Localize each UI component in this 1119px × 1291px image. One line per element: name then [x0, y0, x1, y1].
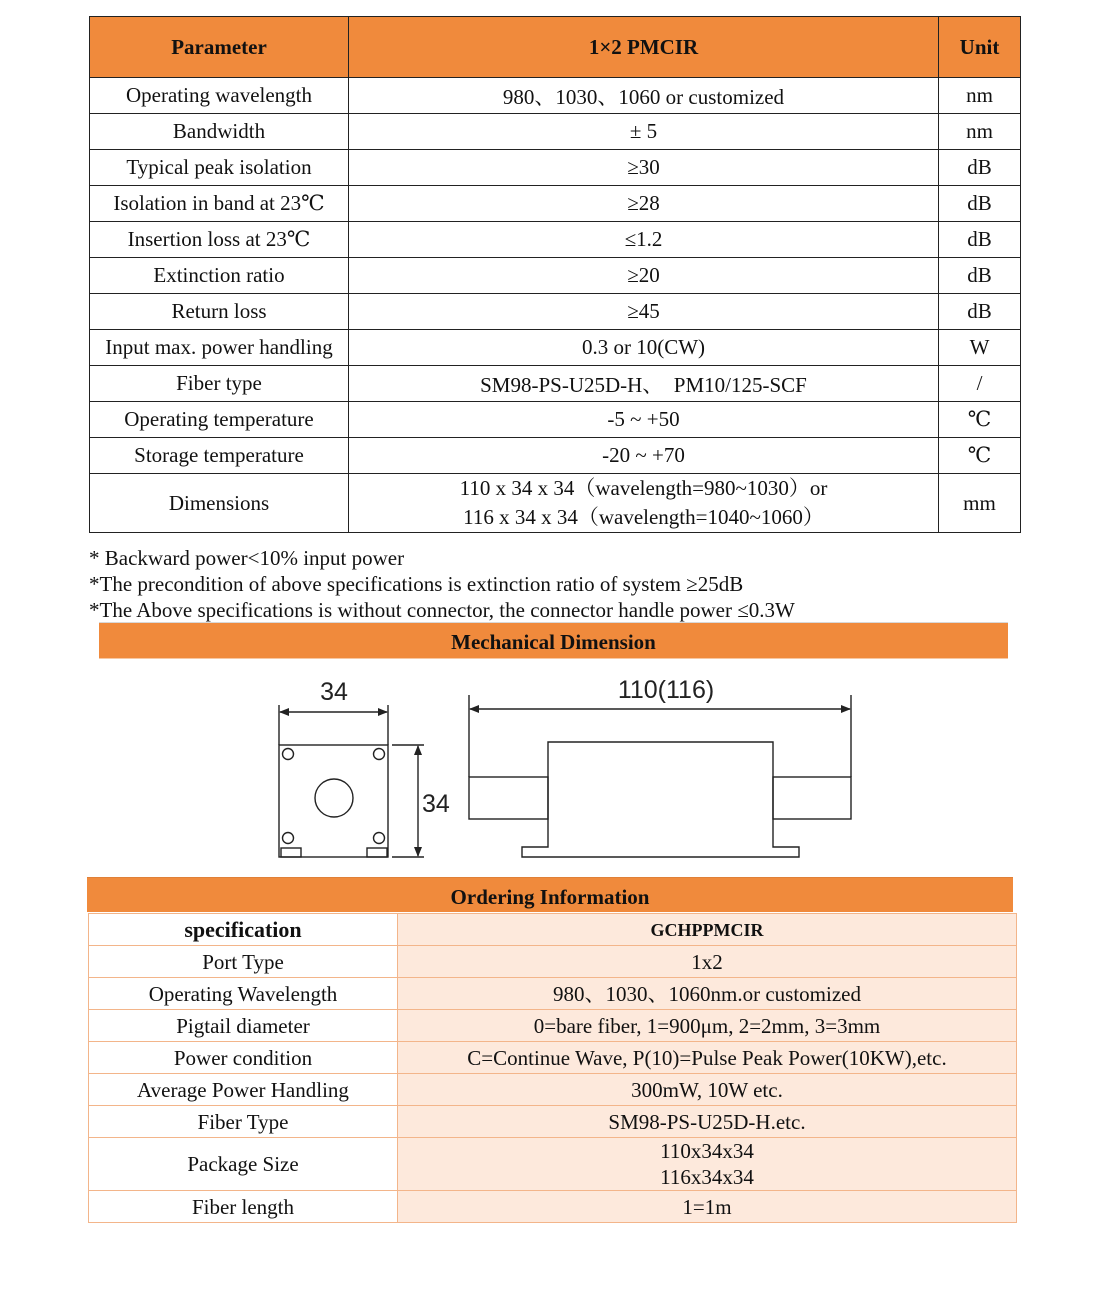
spec-row: [90, 114, 1021, 150]
spec-header-row: [90, 17, 1021, 78]
spec-table: [89, 16, 1021, 533]
ordering-table: [88, 913, 1017, 1223]
spec-value-dimensions: [349, 474, 939, 533]
spec-value: ± 5: [349, 114, 939, 150]
spec-value: SM98-PS-U25D-H、 PM10/125-SCF: [349, 366, 939, 402]
spec-value: 980、1030、1060 or customized: [349, 78, 939, 114]
spec-parameter: Operating wavelength: [90, 78, 349, 114]
package-size-line-2: 116x34x34: [660, 1165, 754, 1189]
ordering-row: [89, 978, 1017, 1010]
mount-hole: [374, 833, 385, 844]
spec-value: 0.3 or 10(CW): [349, 330, 939, 366]
spec-row: [90, 258, 1021, 294]
ordering-value-package: [398, 1138, 1017, 1191]
dimensions-line-1: 110 x 34 x 34（wavelength=980~1030）or: [459, 476, 828, 500]
spec-row: [90, 294, 1021, 330]
ordering-row: [89, 946, 1017, 978]
spec-unit: ℃: [939, 402, 1021, 438]
dimensions-line-2: 116 x 34 x 34（wavelength=1040~1060）: [463, 505, 824, 529]
package-size-line-1: 110x34x34: [660, 1139, 754, 1163]
spec-parameter: Input max. power handling: [90, 330, 349, 366]
spec-unit: nm: [939, 78, 1021, 114]
fiber-boot-right: [773, 777, 851, 819]
mount-foot: [281, 848, 301, 857]
fiber-port-circle: [315, 779, 353, 817]
ordering-value: 1x2: [398, 946, 1017, 978]
mechanical-dimension-title: Mechanical Dimension: [99, 622, 1008, 659]
ordering-row: [89, 1042, 1017, 1074]
spec-parameter: Storage temperature: [90, 438, 349, 474]
mount-hole: [283, 833, 294, 844]
ordering-row: [89, 1010, 1017, 1042]
ordering-key: Pigtail diameter: [89, 1010, 398, 1042]
header-product: 1×2 PMCIR: [349, 17, 939, 78]
mount-hole: [283, 749, 294, 760]
spec-value: ≤1.2: [349, 222, 939, 258]
header-parameter: Parameter: [90, 17, 349, 78]
spec-unit: dB: [939, 150, 1021, 186]
note-1: * Backward power<10% input power: [89, 546, 405, 570]
ordering-key: Average Power Handling: [89, 1074, 398, 1106]
note-2: *The precondition of above specifications is extinction ratio of system ≥25dB: [89, 572, 744, 596]
spec-unit: dB: [939, 186, 1021, 222]
ordering-value: C=Continue Wave, P(10)=Pulse Peak Power(10KW),etc.: [398, 1042, 1017, 1074]
ordering-key: Power condition: [89, 1042, 398, 1074]
length-label: 110(116): [617, 676, 715, 704]
spec-value: ≥28: [349, 186, 939, 222]
ordering-value: 980、1030、1060nm.or customized: [398, 978, 1017, 1010]
spec-parameter: Extinction ratio: [90, 258, 349, 294]
spec-parameter: Operating temperature: [90, 402, 349, 438]
ordering-key: Fiber Type: [89, 1106, 398, 1138]
ordering-value: GCHPPMCIR: [398, 914, 1017, 946]
spec-parameter: Isolation in band at 23℃: [90, 186, 349, 222]
spec-parameter: Typical peak isolation: [90, 150, 349, 186]
spec-row: [90, 222, 1021, 258]
ordering-value: 1=1m: [398, 1191, 1017, 1223]
spec-unit: /: [939, 366, 1021, 402]
spec-row: [90, 366, 1021, 402]
ordering-header-row: [89, 914, 1017, 946]
spec-unit: ℃: [939, 438, 1021, 474]
spec-unit: mm: [939, 474, 1021, 533]
ordering-row: [89, 1074, 1017, 1106]
spec-row: [90, 78, 1021, 114]
ordering-row-package: [89, 1138, 1017, 1191]
spec-unit: W: [939, 330, 1021, 366]
spec-unit: nm: [939, 114, 1021, 150]
spec-row: [90, 330, 1021, 366]
mount-foot: [367, 848, 387, 857]
spec-parameter: Return loss: [90, 294, 349, 330]
spec-parameter: Dimensions: [90, 474, 349, 533]
spec-unit: dB: [939, 294, 1021, 330]
spec-unit: dB: [939, 258, 1021, 294]
spec-value: -20 ~ +70: [349, 438, 939, 474]
spec-row: [90, 150, 1021, 186]
mechanical-drawing: [260, 665, 870, 875]
ordering-row: [89, 1106, 1017, 1138]
ordering-row: [89, 1191, 1017, 1223]
spec-parameter: Bandwidth: [90, 114, 349, 150]
spec-row: [90, 186, 1021, 222]
ordering-value: SM98-PS-U25D-H.etc.: [398, 1106, 1017, 1138]
fiber-boot-left: [469, 777, 548, 819]
side-view-body: [522, 742, 799, 857]
note-3: *The Above specifications is without connector, the connector handle power ≤0.3W: [89, 598, 795, 622]
ordering-key: Package Size: [89, 1138, 398, 1191]
ordering-key: Operating Wavelength: [89, 978, 398, 1010]
spec-value: ≥45: [349, 294, 939, 330]
height-label: 34: [422, 790, 450, 818]
spec-value: -5 ~ +50: [349, 402, 939, 438]
end-view-outline: [279, 745, 388, 857]
spec-notes: [89, 545, 795, 623]
ordering-information-title: Ordering Information: [87, 877, 1013, 912]
spec-value: ≥20: [349, 258, 939, 294]
ordering-key: specification: [89, 914, 398, 946]
spec-row: [90, 402, 1021, 438]
spec-value: ≥30: [349, 150, 939, 186]
spec-row: [90, 438, 1021, 474]
spec-parameter: Fiber type: [90, 366, 349, 402]
mount-hole: [374, 749, 385, 760]
ordering-key: Port Type: [89, 946, 398, 978]
spec-parameter: Insertion loss at 23℃: [90, 222, 349, 258]
header-unit: Unit: [939, 17, 1021, 78]
spec-row-dimensions: [90, 474, 1021, 533]
ordering-value: 0=bare fiber, 1=900μm, 2=2mm, 3=3mm: [398, 1010, 1017, 1042]
spec-unit: dB: [939, 222, 1021, 258]
width-label: 34: [320, 678, 348, 706]
ordering-value: 300mW, 10W etc.: [398, 1074, 1017, 1106]
ordering-key: Fiber length: [89, 1191, 398, 1223]
